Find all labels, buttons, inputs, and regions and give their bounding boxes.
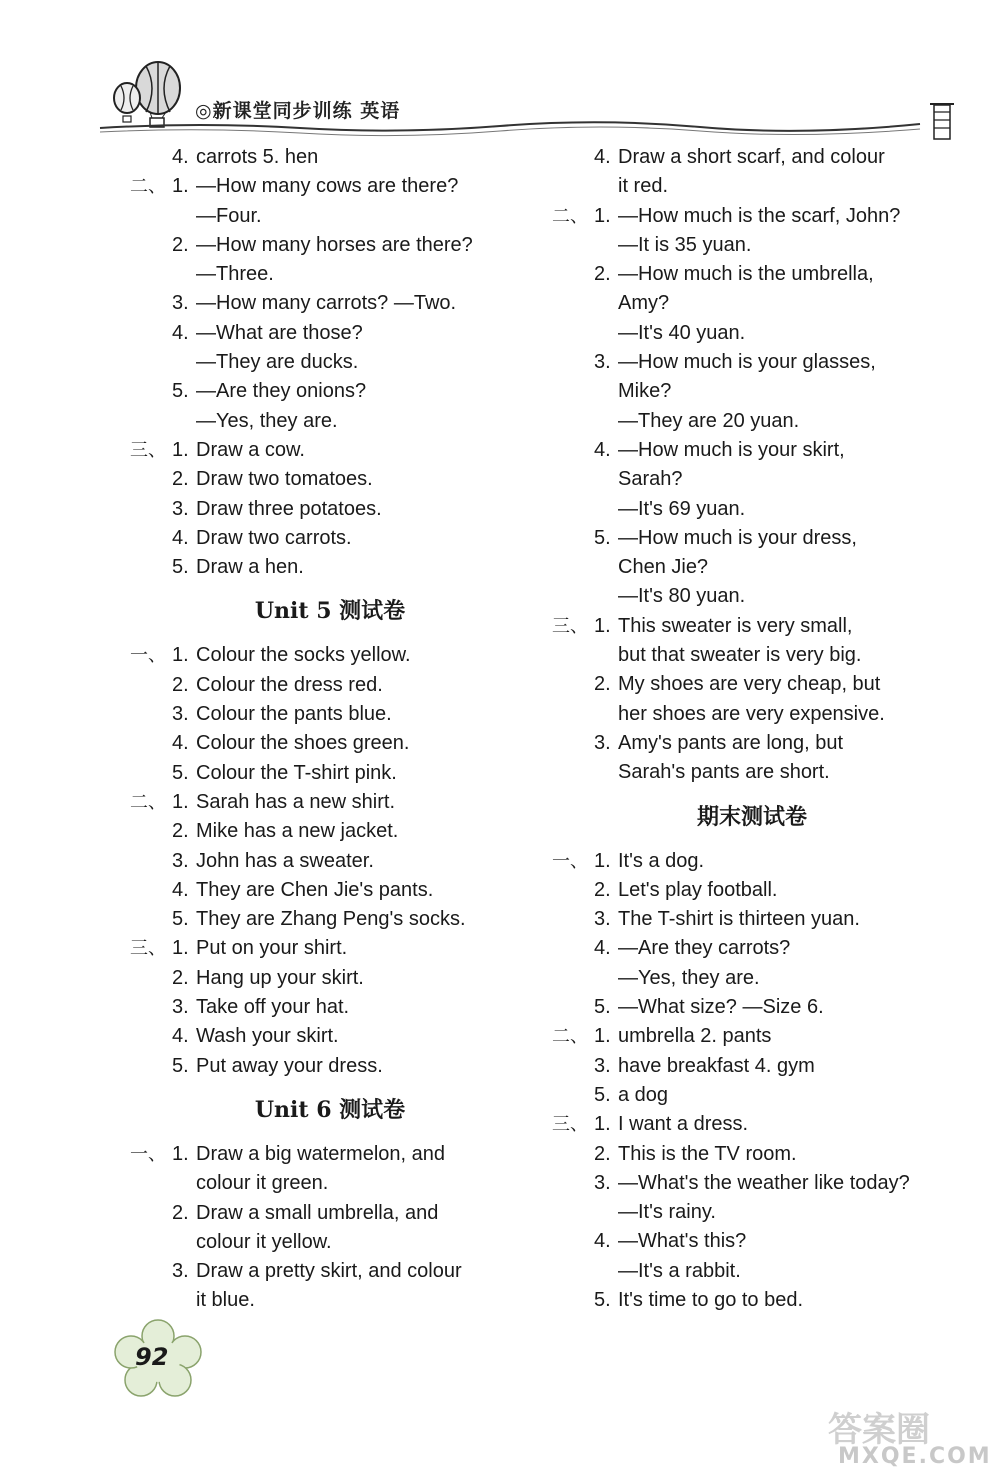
answer-text: —It's rainy. [618,1201,716,1224]
answer-line [552,1227,952,1256]
answer-text: Draw a short scarf, and colour [618,146,885,168]
answer-line [130,964,530,993]
section-marker: 二、 [130,791,166,813]
answer-line [552,348,952,377]
answer-text: —What's this? [618,1230,747,1253]
answer-line [552,700,952,729]
balloon-icon [136,62,180,127]
answer-text: —Are they carrots? [618,937,791,960]
answer-text: Colour the dress red. [196,673,383,696]
item-number: 2. [172,1201,189,1224]
answer-text: colour it green. [196,1172,329,1195]
answer-line [130,231,530,260]
item-number: 3. [594,1054,611,1077]
answer-text: —What's the weather like today? [618,1171,910,1194]
answer-line [130,700,530,729]
item-number: 4. [594,146,611,168]
answer-text: —How much is your dress, [618,526,857,549]
answer-text: Sarah's pants are short. [618,761,830,784]
answer-text: It's a dog. [618,849,705,872]
answer-line [552,319,952,348]
answer-text: Colour the pants blue. [196,703,392,726]
answer-text: Draw a small umbrella, and [196,1201,439,1224]
answer-text: —How many horses are there? [196,233,473,256]
answer-text: Hang up your skirt. [196,966,364,989]
answer-text: Draw a big watermelon, and [196,1142,446,1165]
item-number: 2. [594,1142,611,1165]
answer-line [130,905,530,934]
item-number: 3. [172,497,189,520]
answer-text: Colour the socks yellow. [196,644,411,667]
answer-text: Sarah? [618,468,683,491]
item-number: 1. [594,849,611,872]
item-number: 2. [594,878,611,901]
answer-line [130,876,530,905]
answer-line [130,407,530,436]
answer-text: —How many carrots? —Two. [196,292,457,315]
page-header [0,0,1000,150]
item-number: 3. [172,292,189,315]
answer-line [552,729,952,758]
header-decoration [0,0,1000,150]
section-marker: 一、 [130,645,166,667]
section-marker: 三、 [130,439,166,461]
item-number: 4. [594,1230,611,1253]
answer-text: Amy? [618,292,670,315]
answer-text: —Are they onions? [196,380,367,403]
answer-line [130,495,530,524]
item-number: 3. [172,1260,189,1283]
answer-text: —It's 80 yuan. [618,585,746,608]
item-number: 3. [594,1171,611,1194]
section-marker: 三、 [130,938,166,960]
answer-text: Draw two tomatoes. [196,468,373,491]
answer-line [130,553,530,582]
item-number: 3. [172,703,189,726]
item-number: 4. [172,526,189,549]
answer-text: Wash your skirt. [196,1025,339,1048]
answer-text: —What are those? [196,321,363,344]
answer-text: Draw two carrots. [196,526,352,549]
answer-line [552,758,952,787]
item-number: 5. [172,556,189,579]
answer-text: it blue. [196,1289,255,1312]
item-number: 3. [172,996,189,1019]
answer-line [130,934,530,963]
answer-text: —Four. [196,204,262,227]
answer-text: —How much is your skirt, [618,438,845,461]
item-number: 5. [172,380,189,403]
answer-text: John has a sweater. [196,849,374,872]
answer-text: carrots 5. hen [196,146,319,168]
answer-line [130,1022,530,1051]
ornament-icon [930,104,954,139]
answer-text: Draw a cow. [196,438,305,461]
answer-text: her shoes are very expensive. [618,702,885,725]
item-number: 1. [594,1113,611,1136]
answer-line [552,612,952,641]
item-number: 1. [172,790,189,813]
series-title: ◎新课堂同步训练 英语 [195,100,401,122]
balloon-small-icon [114,83,140,122]
item-number: 2. [172,820,189,843]
item-number: 4. [172,732,189,755]
section-marker: 二、 [130,176,166,198]
answer-line [130,1228,530,1257]
answer-line [130,671,530,700]
answer-text: Chen Jie? [618,556,709,579]
answer-text: Put on your shirt. [196,937,348,960]
answer-line [130,1257,530,1286]
section-marker: 二、 [552,1026,588,1048]
answer-text: Sarah has a new shirt. [196,790,395,813]
answer-line [552,231,952,260]
watermark-logo-text: 答案圈 [828,1410,930,1450]
item-number: 4. [594,438,611,461]
answer-line [552,1257,952,1286]
item-number: 1. [594,1025,611,1048]
answer-text: Let's play football. [618,878,778,901]
item-number: 5. [172,1054,189,1077]
answer-text: —It's 40 yuan. [618,321,746,344]
answer-text: —Yes, they are. [618,966,760,989]
answer-line [552,905,952,934]
answer-line [552,1110,952,1139]
answer-line [552,847,952,876]
answer-text: but that sweater is very big. [618,644,862,667]
answer-text: Draw a pretty skirt, and colour [196,1260,462,1283]
answer-text: I want a dress. [618,1113,749,1136]
answer-text: Mike? [618,380,672,403]
answer-line [552,260,952,289]
answer-line [130,1140,530,1169]
answer-line [552,1052,952,1081]
answer-line [552,407,952,436]
answer-line [130,1286,530,1315]
item-number: 1. [172,438,189,461]
page-number: 92 [135,1343,169,1371]
section-heading: Unit 5 测试卷 [254,598,406,625]
item-number: 4. [594,937,611,960]
answer-text: a dog [618,1083,669,1106]
answer-line [130,202,530,231]
item-number: 1. [172,644,189,667]
answer-text: My shoes are very cheap, but [618,673,881,696]
answer-line [552,436,952,465]
answer-line [552,1081,952,1110]
answer-line [130,993,530,1022]
answer-text: It's time to go to bed. [618,1288,804,1311]
answer-text: —How many cows are there? [196,175,459,198]
item-number: 1. [172,937,189,960]
item-number: 5. [594,1083,611,1106]
right-column [552,143,952,1315]
item-number: 1. [594,614,611,637]
answer-text: Put away your dress. [196,1054,383,1077]
section-marker: 二、 [552,205,588,227]
answer-line [130,377,530,406]
item-number: 2. [172,468,189,491]
item-number: 3. [594,351,611,374]
answer-text: —They are ducks. [196,351,359,374]
answer-text: Colour the T-shirt pink. [196,761,397,784]
answer-text: This is the TV room. [618,1142,797,1165]
item-number: 4. [172,146,189,168]
answer-text: —It is 35 yuan. [618,233,752,256]
answer-line [552,495,952,524]
section-heading: Unit 6 测试卷 [254,1096,406,1123]
item-number: 2. [172,966,189,989]
answer-line [552,1022,952,1051]
answer-line [552,202,952,231]
answer-line [552,1286,952,1315]
answer-text: Draw a hen. [196,556,304,579]
answer-text: They are Chen Jie's pants. [196,878,434,901]
answer-line [552,172,952,201]
left-column [130,143,530,1316]
item-number: 5. [594,526,611,549]
answer-line [552,289,952,318]
answer-text: —Three. [196,263,274,286]
item-number: 2. [172,233,189,256]
item-number: 2. [594,673,611,696]
answer-line [552,1198,952,1227]
section-marker: 三、 [552,1114,588,1136]
answer-line [130,847,530,876]
answer-text: Take off your hat. [196,996,350,1019]
answer-text: The T-shirt is thirteen yuan. [618,908,860,931]
answer-text: —They are 20 yuan. [618,409,800,432]
answer-line [552,964,952,993]
item-number: 1. [172,175,189,198]
answer-text: —How much is the umbrella, [618,263,874,286]
answer-line [130,817,530,846]
answer-text: —How much is your glasses, [618,351,876,374]
answer-line [130,436,530,465]
item-number: 5. [594,996,611,1019]
answer-line [130,1199,530,1228]
answer-line [552,1169,952,1198]
item-number: 1. [172,1142,189,1165]
answer-text: Draw three potatoes. [196,497,382,520]
item-number: 1. [594,204,611,227]
answer-line [130,759,530,788]
answer-line [552,1140,952,1169]
answer-text: They are Zhang Peng's socks. [196,908,466,931]
answer-line [552,934,952,963]
answer-line [130,465,530,494]
section-heading: 期末测试卷 [696,803,807,830]
answer-line [552,524,952,553]
answer-line [552,582,952,611]
item-number: 3. [594,731,611,754]
answer-text: This sweater is very small, [618,614,853,637]
answer-text: Colour the shoes green. [196,732,410,755]
answer-line [130,260,530,289]
section-marker: 三、 [552,615,588,637]
answer-line [552,553,952,582]
answer-text: colour it yellow. [196,1230,332,1253]
answer-line [552,465,952,494]
answer-line [130,524,530,553]
answer-text: Amy's pants are long, but [618,731,844,754]
item-number: 4. [172,321,189,344]
item-number: 5. [172,908,189,931]
item-number: 4. [172,878,189,901]
section-marker: 一、 [552,850,588,872]
item-number: 5. [172,761,189,784]
answer-line [552,641,952,670]
answer-text: —It's a rabbit. [618,1259,741,1282]
item-number: 2. [172,673,189,696]
answer-text: —What size? —Size 6. [618,996,824,1019]
item-number: 2. [594,263,611,286]
answer-text: it red. [618,175,669,198]
answer-line [130,143,530,172]
answer-line [130,348,530,377]
answer-text: —It's 69 yuan. [618,497,746,520]
answer-text: Mike has a new jacket. [196,820,399,843]
watermark-text: MXQE.COM [838,1444,992,1469]
answer-line [552,670,952,699]
answer-line [552,143,952,172]
answer-text: umbrella 2. pants [618,1025,772,1048]
answer-line [130,319,530,348]
answer-line [130,729,530,758]
item-number: 3. [594,908,611,931]
answer-line [130,788,530,817]
answer-line [130,1169,530,1198]
answer-text: have breakfast 4. gym [618,1054,815,1077]
answer-line [130,172,530,201]
answer-text: —Yes, they are. [196,409,338,432]
answer-line [130,1052,530,1081]
answer-line [552,993,952,1022]
item-number: 3. [172,849,189,872]
answer-line [130,641,530,670]
item-number: 4. [172,1025,189,1048]
answer-text: —How much is the scarf, John? [618,204,901,227]
section-marker: 一、 [130,1143,166,1165]
answer-line [130,289,530,318]
answer-line [552,876,952,905]
item-number: 5. [594,1288,611,1311]
answer-line [552,377,952,406]
